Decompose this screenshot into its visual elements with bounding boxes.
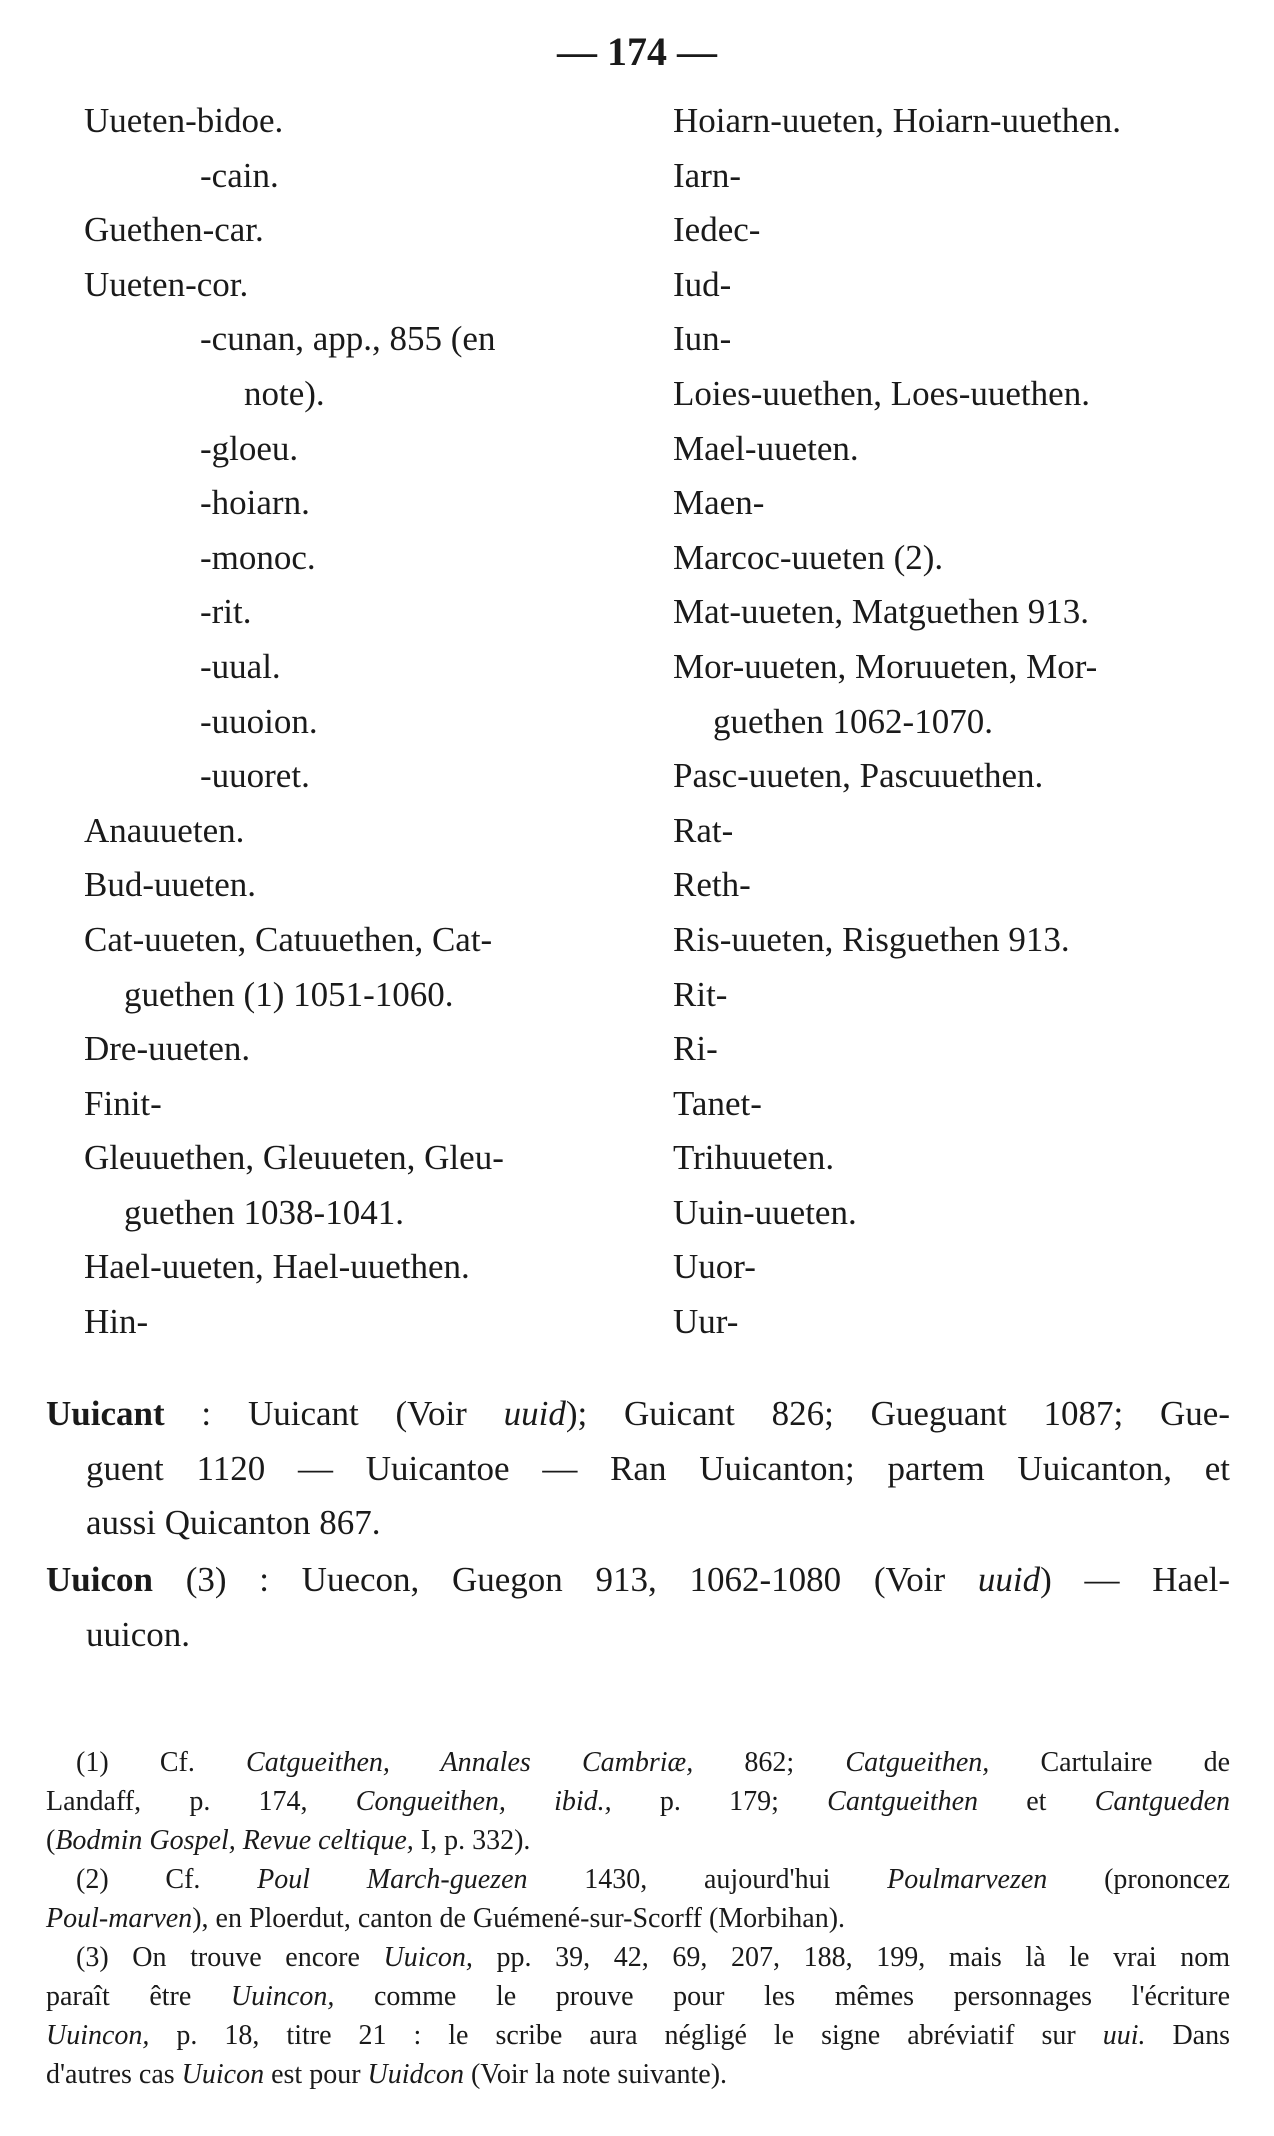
list-item: Hael-uueten, Hael-uuethen. [84,1247,470,1287]
footnote-line [46,1860,1230,1899]
text-span: ), en Ploerdut, canton de Guémené-sur-Scorff (Morbihan). [192,1903,846,1934]
list-item: Finit- [84,1083,162,1123]
page-number: — 174 — [557,29,717,74]
entry-head: Uuicon [46,1560,153,1599]
left-column [84,94,644,1350]
text-span: comme le prouve pour les mêmes personnages l'écriture [334,1981,1230,2012]
italic-span: uuid [503,1394,566,1433]
text-span: et [978,1786,1095,1817]
list-item: Bud-uueten. [84,865,257,905]
list-item: Mat-uueten, Matguethen 913. [673,592,1090,632]
footnote-line [46,1977,1230,2016]
footnote-2 [46,1860,1230,1938]
list-item: Uuin-uueten. [673,1192,857,1232]
text-span: paraît être [46,1981,231,2012]
italic-span: Uuicon, [383,1942,473,1973]
list-item: guethen 1038-1041. [124,1192,404,1232]
list-item: Uueten-cor. [84,264,249,304]
text-span: 862; [693,1747,846,1778]
italic-span: Uuincon, [46,2020,150,2051]
list-item: Maen- [673,483,765,523]
italic-span: uuid [977,1560,1041,1599]
footnote-line [46,2016,1230,2055]
text-span: : Uuicant (Voir [164,1394,504,1433]
list-item: Marcoc-uueten (2). [673,537,944,577]
list-item: Ri- [673,1029,718,1069]
italic-span: Uuidcon [367,2059,464,2090]
italic-span: Poul-marven [46,1903,193,1934]
list-item: -cain. [200,155,279,195]
list-item: Ris-uueten, Risguethen 913. [673,919,1070,959]
italic-span: Poulmarvezen [887,1864,1048,1895]
list-item: Loies-uuethen, Loes-uuethen. [673,373,1090,413]
italic-span: Cantgueden [1094,1786,1231,1817]
text-span: pp. 39, 42, 69, 207, 188, 199, mais là le vrai nom [472,1942,1230,1973]
footnote-line [46,1743,1230,1782]
italic-span: Catgueithen, [845,1747,990,1778]
text-span: est pour [264,2059,368,2090]
italic-span: Congueithen, ibid., [355,1786,612,1817]
list-item: note). [244,373,325,413]
entry-uuicant [46,1387,1230,1551]
italic-span: Cantgueithen [827,1786,979,1817]
list-item: Rit- [673,974,728,1014]
text-span: p. 18, titre 21 : le scribe aura négligé le signe abréviatif sur [149,2020,1103,2051]
entry-head: Uuicant [46,1394,165,1433]
text-span: ) — Hael- [1040,1560,1230,1599]
italic-span: Bodmin Gospel, Revue celtique, [55,1825,414,1856]
italic-span: Poul March-guezen [257,1864,528,1895]
footnote-line [46,1899,1230,1938]
paragraph-line: aussi Quicanton 867. [86,1503,381,1543]
text-span: ( [46,1825,56,1856]
list-item: Uueten-bidoe. [84,101,284,140]
italic-span: Uuicon [181,2059,265,2090]
list-item: Iud- [673,264,732,304]
list-item: -cunan, app., 855 (en [200,319,496,359]
list-item: -uual. [200,646,281,686]
list-item: Anauueten. [84,810,245,850]
text-span: (prononcez [1047,1864,1230,1895]
list-item: Mor-uueten, Moruueten, Mor- [673,646,1098,686]
list-item: Iedec- [673,210,761,250]
text-span: d'autres cas [46,2059,182,2090]
paragraph-line: uuicon. [86,1614,191,1654]
list-item: Tanet- [673,1083,762,1123]
footnote-line [46,1938,1230,1977]
right-column [673,94,1243,1350]
list-item: Iarn- [673,155,742,195]
footnote-line [46,2055,1230,2094]
text-span: (1) Cf. [76,1747,247,1778]
list-item: Mael-uueten. [673,428,859,468]
list-item: -monoc. [200,537,316,577]
italic-span: Catgueithen, Annales Cambriæ, [246,1747,694,1778]
list-item: -gloeu. [200,428,299,468]
italic-span: Uuincon, [230,1981,335,2012]
footnotes [46,1743,1230,2094]
entry-uuicon [46,1553,1230,1662]
list-item: Trihuueten. [673,1138,835,1178]
footnote-line [46,1821,1230,1860]
list-item: guethen (1) 1051-1060. [124,974,454,1014]
list-item: Pasc-uueten, Pascuuethen. [673,756,1044,796]
list-item: Reth- [673,865,751,905]
list-item: Iun- [673,319,732,359]
paragraph-line: guent 1120 — Uuicantoe — Ran Uuicanton; partem Uuicanton, et [86,1448,1230,1488]
list-item: Gleuuethen, Gleuueten, Gleu- [84,1138,504,1178]
list-item: Cat-uueten, Catuuethen, Cat- [84,919,493,959]
text-span: 1430, aujourd'hui [527,1864,888,1895]
text-span: ); Guicant 826; Gueguant 1087; Gue- [565,1394,1230,1433]
list-item: Dre-uueten. [84,1029,251,1069]
footnote-line [46,1782,1230,1821]
list-item: Hoiarn-uueten, Hoiarn-uuethen. [673,101,1122,140]
footnote-1 [46,1743,1230,1860]
footnote-3 [46,1938,1230,2094]
list-item: guethen 1062-1070. [713,701,993,741]
text-span: I, p. 332). [413,1825,531,1856]
paragraph-line [46,1553,1230,1608]
text-span: p. 179; [611,1786,828,1817]
text-span: Cartulaire de [989,1747,1231,1778]
list-item: -uuoion. [200,701,318,741]
text-span: Dans [1145,2020,1231,2051]
list-item: -uuoret. [200,756,310,796]
list-item: -hoiarn. [200,483,310,523]
list-item: Guethen-car. [84,210,264,250]
text-span: (3) : Uuecon, Guegon 913, 1062-1080 (Voir [152,1560,978,1599]
list-item: -rit. [200,592,252,632]
text-span: (Voir la note suivante). [463,2059,728,2090]
list-item: Rat- [673,810,734,850]
list-item: Hin- [84,1302,149,1342]
text-span: (2) Cf. [76,1864,258,1895]
list-item: Uuor- [673,1247,756,1287]
text-span: Landaff, p. 174, [46,1786,356,1817]
paragraph-line [46,1387,1230,1442]
text-span: (3) On trouve encore [76,1942,384,1973]
list-item: Uur- [673,1302,739,1342]
italic-span: uui. [1102,2020,1146,2051]
